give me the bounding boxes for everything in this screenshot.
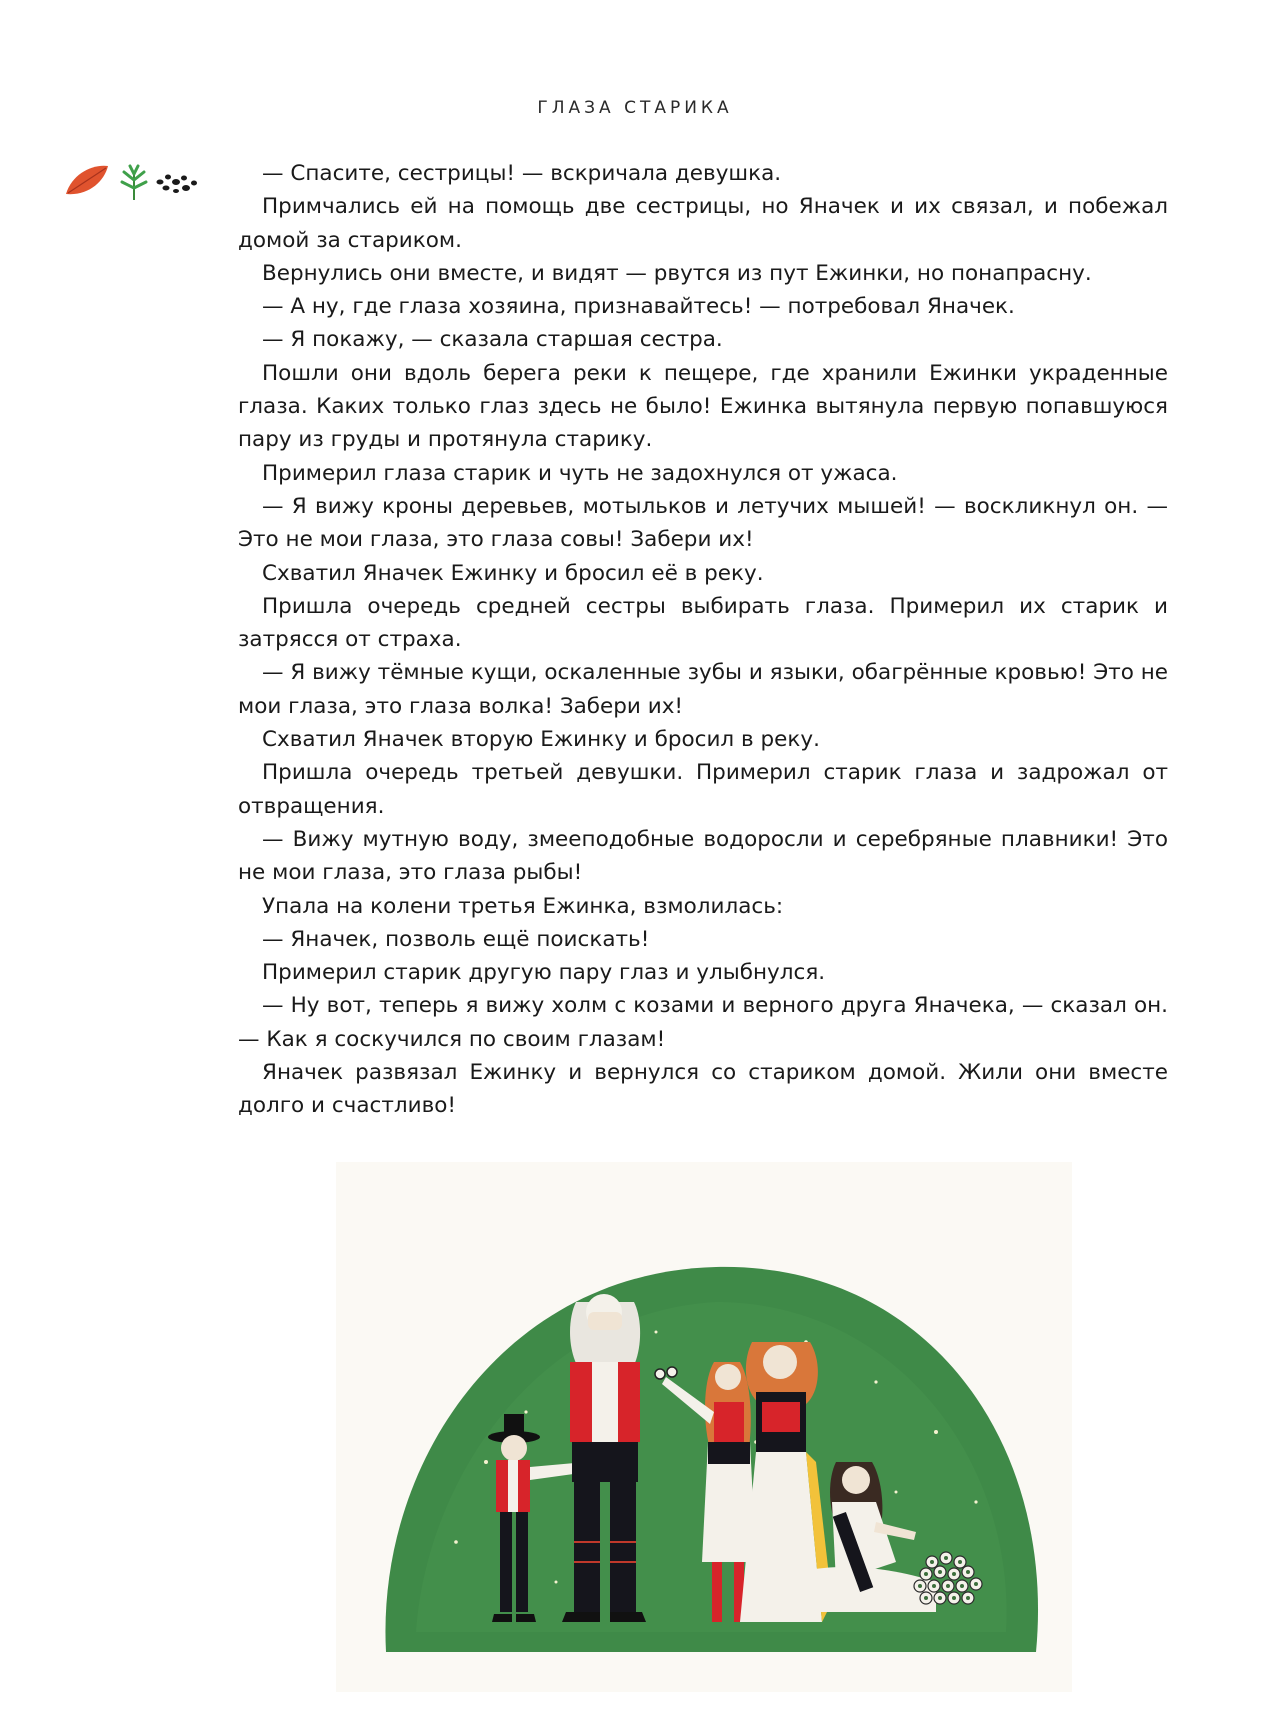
paragraph: — Вижу мутную воду, змееподобные водоросли и серебряные плавники! Это не мои глаза, это глаза рыбы! (238, 826, 1168, 886)
ornament (62, 160, 212, 204)
paragraph: — А ну, где глаза хозяина, признавайтесь! — потребовал Яначек. (262, 294, 1015, 320)
black-seeds-icon (157, 175, 198, 194)
paragraph: Пришла очередь средней сестры выбирать глаза. Примерил их старик и затрясся от страха. (238, 593, 1168, 653)
paragraph: — Я вижу кроны деревьев, мотыльков и летучих мышей! — воскликнул он. — Это не мои глаза, это глаза совы! Забери их! (238, 493, 1168, 553)
red-leaf-icon (66, 166, 108, 194)
paragraph: Схватил Яначек Ежинку и бросил её в реку. (262, 560, 764, 586)
paragraph: — Я вижу тёмные кущи, оскаленные зубы и языки, обагрённые кровью! Это не мои глаза, это глаза волка! Забери их! (238, 660, 1169, 719)
paragraph: Упала на колени третья Ежинка, взмолилась: (262, 893, 784, 919)
running-header: ГЛАЗА СТАРИКА (537, 98, 733, 118)
story-illustration (336, 1162, 1072, 1692)
paragraph: Пошли они вдоль берега реки к пещере, где хранили Ежинки украденные глаза. Каких только глаз здесь не было! Ежинка вытянула первую попавшуюся пару из груды и протянула старику. (238, 360, 1168, 453)
paragraph: — Яначек, позволь ещё поискать! (262, 926, 650, 952)
paragraph: Примерил старик другую пару глаз и улыбнулся. (262, 960, 826, 986)
paragraph: Яначек развязал Ежинку и вернулся со стариком домой. Жили они вместе долго и счастливо! (238, 1060, 1168, 1119)
paragraph: — Я покажу, — сказала старшая сестра. (262, 327, 723, 353)
paragraph: Вернулись они вместе, и видят — рвутся из пут Ежинки, но понапрасну. (262, 260, 1092, 286)
paragraph: Примерил глаза старик и чуть не задохнулся от ужаса. (262, 460, 898, 486)
story-text (238, 157, 1168, 1123)
paragraph: Схватил Яначек вторую Ежинку и бросил в реку. (262, 727, 820, 753)
paragraph: Пришла очередь третьей девушки. Примерил старик глаза и задрожал от отвращения. (238, 760, 1168, 819)
green-sprig-icon (122, 166, 146, 200)
paragraph: Примчались ей на помощь две сестрицы, но Яначек и их связал, и побежал домой за стариком. (238, 194, 1168, 253)
paragraph: — Ну вот, теперь я вижу холм с козами и верного друга Яначека, — сказал он. — Как я соскучился по своим глазам! (238, 993, 1168, 1052)
paragraph: — Спасите, сестрицы! — вскричала девушка. (262, 161, 782, 186)
